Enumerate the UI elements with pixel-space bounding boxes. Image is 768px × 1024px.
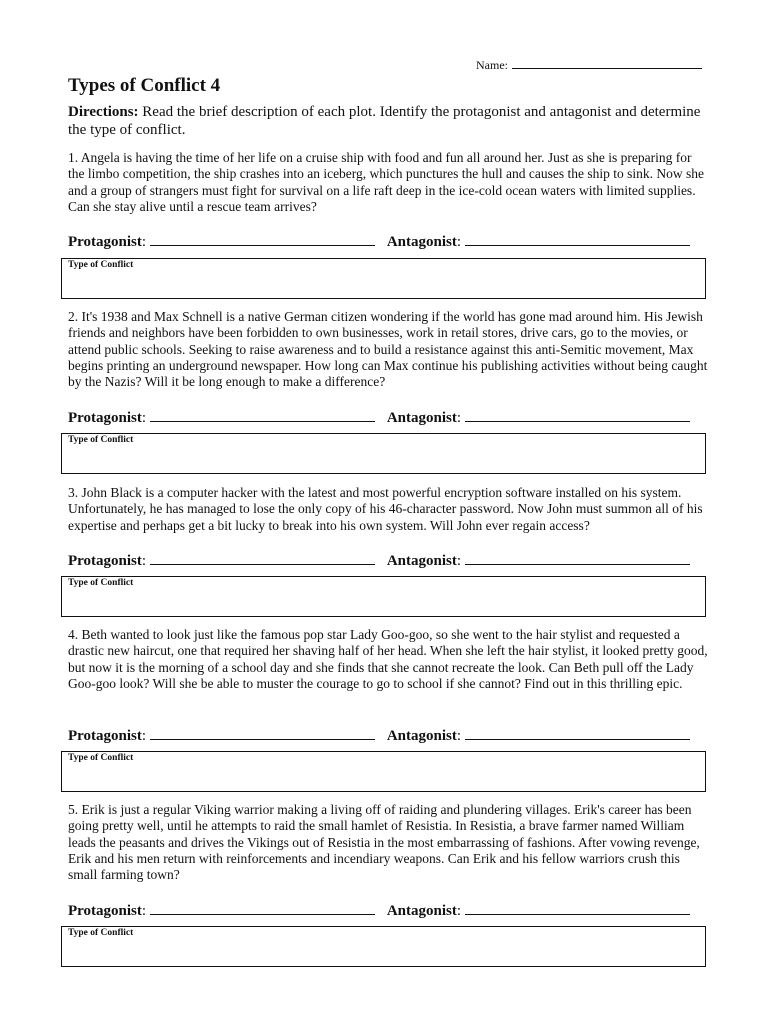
question-5-conflict-box[interactable] xyxy=(61,926,706,967)
antagonist-blank[interactable] xyxy=(465,727,690,740)
antagonist-label: Antagonist xyxy=(386,728,457,744)
type-of-conflict-label: Type of Conflict xyxy=(68,260,134,270)
question-2-conflict-box[interactable] xyxy=(61,433,706,474)
protagonist-blank[interactable] xyxy=(150,409,375,422)
type-of-conflict-label: Type of Conflict xyxy=(68,928,134,938)
colon: : xyxy=(456,553,461,569)
colon: : xyxy=(456,728,461,744)
question-4-conflict-box[interactable] xyxy=(61,751,706,792)
colon: : xyxy=(456,410,461,426)
question-1-text: 1. Angela is having the time of her life on a cruise ship with food and fun all around her. Just as she is preparing for the limbo competition, the ship crashes into an iceberg, which punctures the hull and causes the ship to sink. Now she and a group of strangers must fight for survival on a life raft deep in the ice-cold ocean waters with limited supplies. Can she stay alive until a rescue team arrives? xyxy=(68,150,704,214)
antagonist-label: Antagonist xyxy=(386,903,457,919)
protagonist-label: Protagonist xyxy=(68,410,142,426)
question-1-conflict-box[interactable] xyxy=(61,258,706,299)
type-of-conflict-label: Type of Conflict xyxy=(68,753,134,763)
protagonist-label: Protagonist xyxy=(68,728,142,744)
colon: : xyxy=(141,553,147,569)
colon: : xyxy=(141,728,147,744)
colon: : xyxy=(141,903,147,919)
name-blank-line[interactable] xyxy=(512,58,702,69)
antagonist-blank[interactable] xyxy=(465,552,690,565)
question-4-answer-row xyxy=(68,727,708,745)
protagonist-blank[interactable] xyxy=(150,552,375,565)
question-1-answer-row xyxy=(68,233,708,251)
protagonist-blank[interactable] xyxy=(150,233,375,246)
colon: : xyxy=(141,410,147,426)
antagonist-label: Antagonist xyxy=(386,553,457,569)
page-title: Types of Conflict 4 xyxy=(68,75,221,96)
question-3-text: 3. John Black is a computer hacker with the latest and most powerful encryption software installed on his system. Unfortunately, he has managed to lose the only copy of his 46-character password. Now John must summon all of his expertise and perhaps get a bit lucky to break into his own system. Will John ever regain access? xyxy=(68,485,703,533)
protagonist-label: Protagonist xyxy=(68,553,142,569)
protagonist-label: Protagonist xyxy=(68,903,142,919)
protagonist-blank[interactable] xyxy=(150,727,375,740)
colon: : xyxy=(456,903,461,919)
directions-text: Read the brief description of each plot. Identify the protagonist and antagonist and determine the type of conflict. xyxy=(68,104,701,138)
name-label: Name: xyxy=(476,58,508,72)
directions xyxy=(68,103,708,139)
antagonist-blank[interactable] xyxy=(465,409,690,422)
colon: : xyxy=(141,234,147,250)
type-of-conflict-label: Type of Conflict xyxy=(68,578,134,588)
question-3-conflict-box[interactable] xyxy=(61,576,706,617)
antagonist-blank[interactable] xyxy=(465,233,690,246)
question-4-text: 4. Beth wanted to look just like the famous pop star Lady Goo-goo, so she went to the hair stylist and requested a drastic new haircut, one that required her shaving half of her head. When she left the hair stylist, it looked pretty good, but now it is the morning of a school day and she finds that she cannot recreate the look. Can Beth pull off the Lady Goo-goo look? Will she be able to muster the courage to go to school if she cannot? Find out in this thrilling epic. xyxy=(68,627,708,691)
question-2-answer-row xyxy=(68,409,708,427)
type-of-conflict-label: Type of Conflict xyxy=(68,435,134,445)
question-2-text: 2. It's 1938 and Max Schnell is a native German citizen wondering if the world has gone mad around him. His Jewish friends and neighbors have been forbidden to own businesses, work in retail stores, drive cars, go to the movies, or attend public schools. Seeking to raise awareness and to build a resistance against this anti-Semitic movement, Max begins printing an underground newspaper. How long can Max continue his publishing activities without being caught by the Nazis? Will it be long enough to make a difference? xyxy=(68,309,708,390)
antagonist-label: Antagonist xyxy=(386,234,457,250)
question-5-answer-row xyxy=(68,902,708,920)
name-field[interactable] xyxy=(476,58,702,73)
protagonist-label: Protagonist xyxy=(68,234,142,250)
question-3-answer-row xyxy=(68,552,708,570)
directions-label: Directions: xyxy=(68,104,139,120)
antagonist-label: Antagonist xyxy=(386,410,457,426)
protagonist-blank[interactable] xyxy=(150,902,375,915)
antagonist-blank[interactable] xyxy=(465,902,690,915)
question-5-text: 5. Erik is just a regular Viking warrior making a living off of raiding and plundering villages. Erik's career has been going pretty well, until he attempts to raid the small hamlet of Resistia. In Resistia, a brave farmer named William leads the peasants and drives the Vikings out of Resistia in the most embarrassing of fashions. After vowing revenge, Erik and his men return with reinforcements and incendiary weapons. Can Erik and his fellow warriors crush this small farming town? xyxy=(68,802,700,883)
colon: : xyxy=(456,234,461,250)
